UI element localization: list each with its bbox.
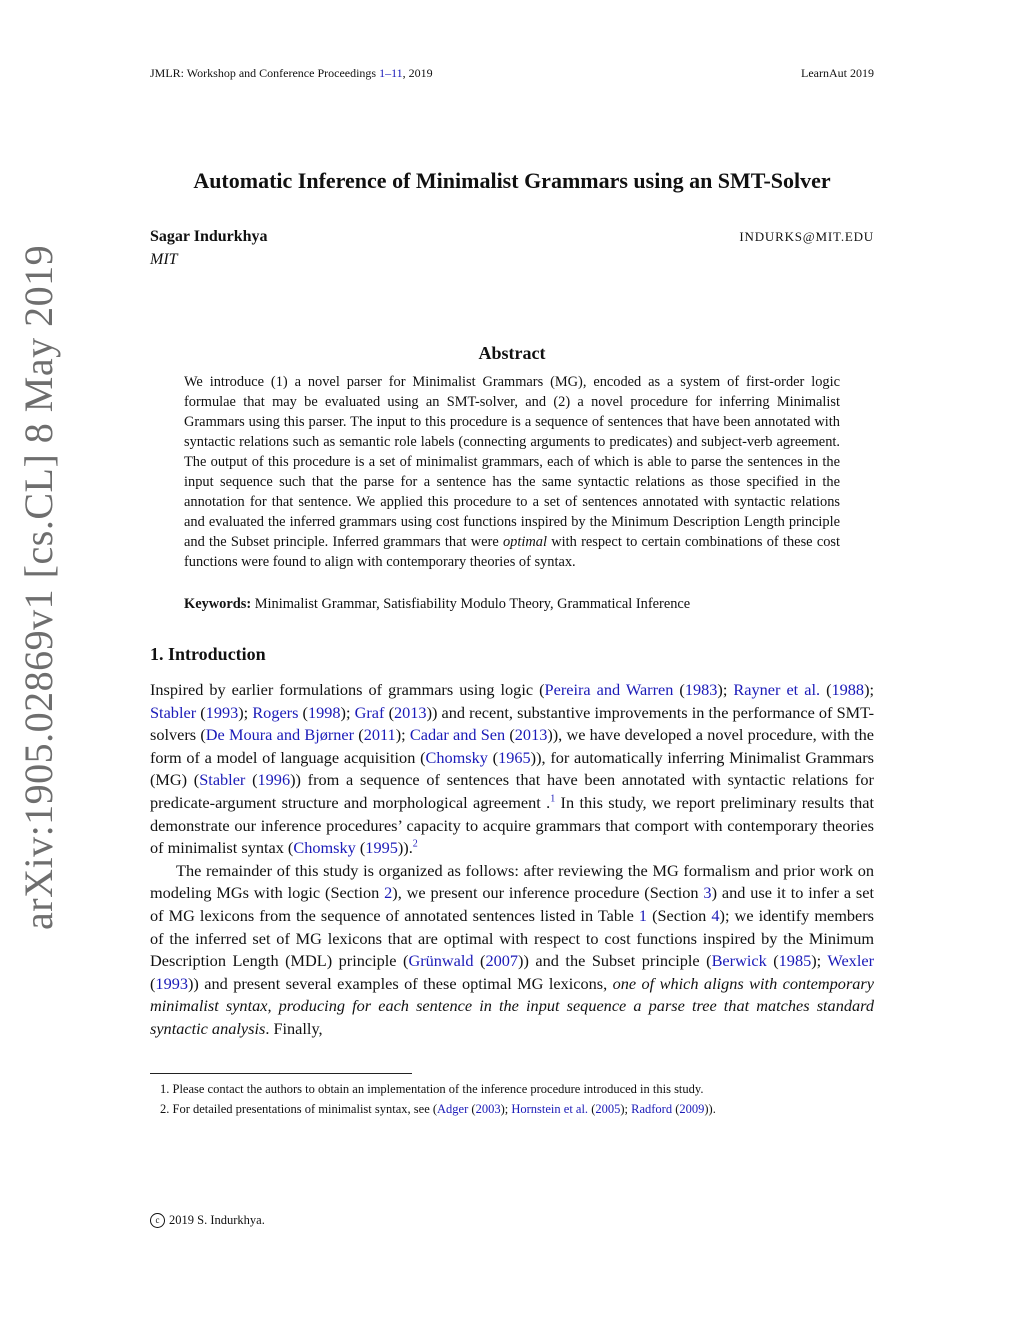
section-ref-link[interactable]: 3 xyxy=(703,883,712,903)
footnote-divider xyxy=(150,1073,412,1074)
author-email[interactable]: INDURKS@MIT.EDU xyxy=(739,229,874,244)
citation-link[interactable]: De Moura and Bjørner xyxy=(205,725,355,745)
citation-link[interactable]: Graf xyxy=(354,702,385,722)
citation-link[interactable]: Wexler xyxy=(827,951,874,971)
section-ref-link[interactable]: 2 xyxy=(384,883,393,903)
citation-year-link[interactable]: 1993 xyxy=(155,973,188,993)
citation-link[interactable]: Grünwald xyxy=(408,951,474,971)
emphasized-text: one of which aligns with contemporary minimalist syntax, producing for each sentence in the input sequence a parse tree that matches standard syntactic analysis xyxy=(150,973,874,1038)
keywords-label: Keywords: xyxy=(184,596,252,612)
citation-year-link[interactable]: 1983 xyxy=(684,680,718,699)
citation-link[interactable]: Radford xyxy=(631,1102,673,1116)
section-body xyxy=(150,679,874,1041)
citation-year-link[interactable]: 2009 xyxy=(679,1102,705,1116)
citation-link[interactable]: Hornstein et al. xyxy=(511,1102,589,1116)
citation-link[interactable]: Adger xyxy=(437,1102,469,1116)
page-range-link[interactable]: 1–11 xyxy=(379,66,403,80)
keywords xyxy=(184,594,840,614)
author-affiliation: MIT xyxy=(150,251,178,268)
citation-year-link[interactable]: 1993 xyxy=(205,702,239,722)
footnotes xyxy=(160,1079,874,1119)
arxiv-id: arXiv:1905.02869v1 [cs.CL] 8 May 2019 xyxy=(16,244,61,930)
venue-label: LearnAut 2019 xyxy=(801,66,874,80)
citation-link[interactable]: Stabler xyxy=(199,770,246,790)
citation-year-link[interactable]: 2003 xyxy=(475,1102,501,1116)
citation-year-link[interactable]: 1988 xyxy=(831,680,865,699)
author-row xyxy=(150,228,874,246)
citation-link[interactable]: Cadar and Sen xyxy=(409,725,506,745)
citation-year-link[interactable]: 1995 xyxy=(365,838,398,858)
footnote-1: 1. Please contact the authors to obtain an implementation of the inference procedure introduced in this study. xyxy=(160,1082,704,1096)
citation-link[interactable]: Berwick xyxy=(711,951,767,971)
table-ref-link[interactable]: 1 xyxy=(638,905,647,925)
citation-year-link[interactable]: 2011 xyxy=(363,725,396,745)
citation-year-link[interactable]: 1996 xyxy=(257,770,291,790)
citation-year-link[interactable]: 2013 xyxy=(514,725,548,745)
citation-year-link[interactable]: 1998 xyxy=(307,702,341,722)
section-ref-link[interactable]: 4 xyxy=(711,905,720,925)
paragraph-1: Inspired by earlier formulations of grammars using logic (Pereira and Warren (1983); Rayner et al. (1988); Stabler (1993); Rogers (1998); Graf (2013)) and recent, substantive improvements in the performance of SMT-solvers (De Moura and Bjørner (2011); Cadar and Sen (2013)), we have developed a novel procedure, with the form of a model of language acquisition (Chomsky (1965)), for automatically inferring Minimalist Grammars (MG) (Stabler (1996)) from a sequence of sentences that have been annotated with syntactic relations for predicate-argument structure and morphological agreement .$^1$ In this study, we report preliminary results that demonstrate our inference procedures’ capacity to acquire grammars that comport with contemporary theories of minimalist syntax (Chomsky (1995)).$^2$ xyxy=(150,680,875,858)
citation-link[interactable]: Rayner et al. xyxy=(733,680,821,699)
abstract-heading: Abstract xyxy=(478,343,546,363)
paper-title: Automatic Inference of Minimalist Grammars using an SMT-Solver xyxy=(193,168,831,193)
citation-link[interactable]: Chomsky xyxy=(293,838,356,858)
citation-year-link[interactable]: 2013 xyxy=(394,702,427,722)
footnote-ref-link[interactable]: 1 xyxy=(550,793,556,805)
copyright-icon: c xyxy=(150,1213,165,1228)
citation-year-link[interactable]: 2005 xyxy=(595,1102,621,1116)
author-name: Sagar Indurkhya xyxy=(150,228,268,245)
footnote-2: 2. For detailed presentations of minimalist syntax, see (Adger (2003); Hornstein et al. (2005); Radford (2009)). xyxy=(160,1102,716,1116)
citation-year-link[interactable]: 2007 xyxy=(485,951,519,971)
footnote-ref-link[interactable]: 2 xyxy=(412,838,418,850)
copyright-notice xyxy=(150,1213,265,1228)
citation-link[interactable]: Stabler xyxy=(150,702,197,722)
citation-link[interactable]: Pereira and Warren xyxy=(544,680,674,699)
citation-year-link[interactable]: 1985 xyxy=(778,951,812,971)
citation-link[interactable]: Rogers xyxy=(252,702,299,722)
journal-line: JMLR: Workshop and Conference Proceedings 1–11, 2019 xyxy=(150,66,433,80)
citation-link[interactable]: Chomsky xyxy=(425,747,488,767)
abstract-body: We introduce (1) a novel parser for Minimalist Grammars (MG), encoded as a system of first-order logic formulae that may be evaluated using an SMT-solver, and (2) a novel procedure for inferring Minimalist Grammars using this parser. The input to this procedure is a sequence of sentences that have been annotated with syntactic relations such as semantic role labels (connecting arguments to predicates) and subject-verb agreement. The output of this procedure is a set of minimalist grammars, each of which is able to parse the sentences in the input sequence such that the parse for a sentence has the same syntactic relations as those specified in the annotation for that sentence. We applied this procedure to a set of sentences annotated with syntactic relations and evaluated the inferred grammars using cost functions inspired by the Minimum Description Length principle and the Subset principle. Inferred grammars that were optimal with respect to certain combinations of these cost functions were found to align with contemporary theories of syntax. xyxy=(184,374,840,570)
section-heading: 1. Introduction xyxy=(150,644,266,664)
keywords-list: Minimalist Grammar, Satisfiability Modulo Theory, Grammatical Inference xyxy=(251,596,691,612)
abstract-emphasis: optimal xyxy=(502,534,547,550)
paragraph-2: The remainder of this study is organized as follows: after reviewing the MG formalism and prior work on modeling MGs with logic (Section 2), we present our inference procedure (Section 3) and use it to infer a set of MG lexicons from the sequence of annotated sentences listed in Table 1 (Section 4); we identify members of the inferred set of MG lexicons that are optimal with respect to cost functions inspired by the Minimum Description Length (MDL) principle (Grünwald (2007)) and the Subset principle (Berwick (1985); Wexler (1993)) and present several examples of these optimal MG lexicons, one of which aligns with contemporary minimalist syntax, producing for each sentence in the input sequence a parse tree that matches standard syntactic analysis. Finally, xyxy=(150,860,874,1038)
copyright-text: 2019 S. Indurkhya. xyxy=(169,1213,265,1227)
running-header xyxy=(150,66,874,81)
citation-year-link[interactable]: 1965 xyxy=(498,747,531,767)
